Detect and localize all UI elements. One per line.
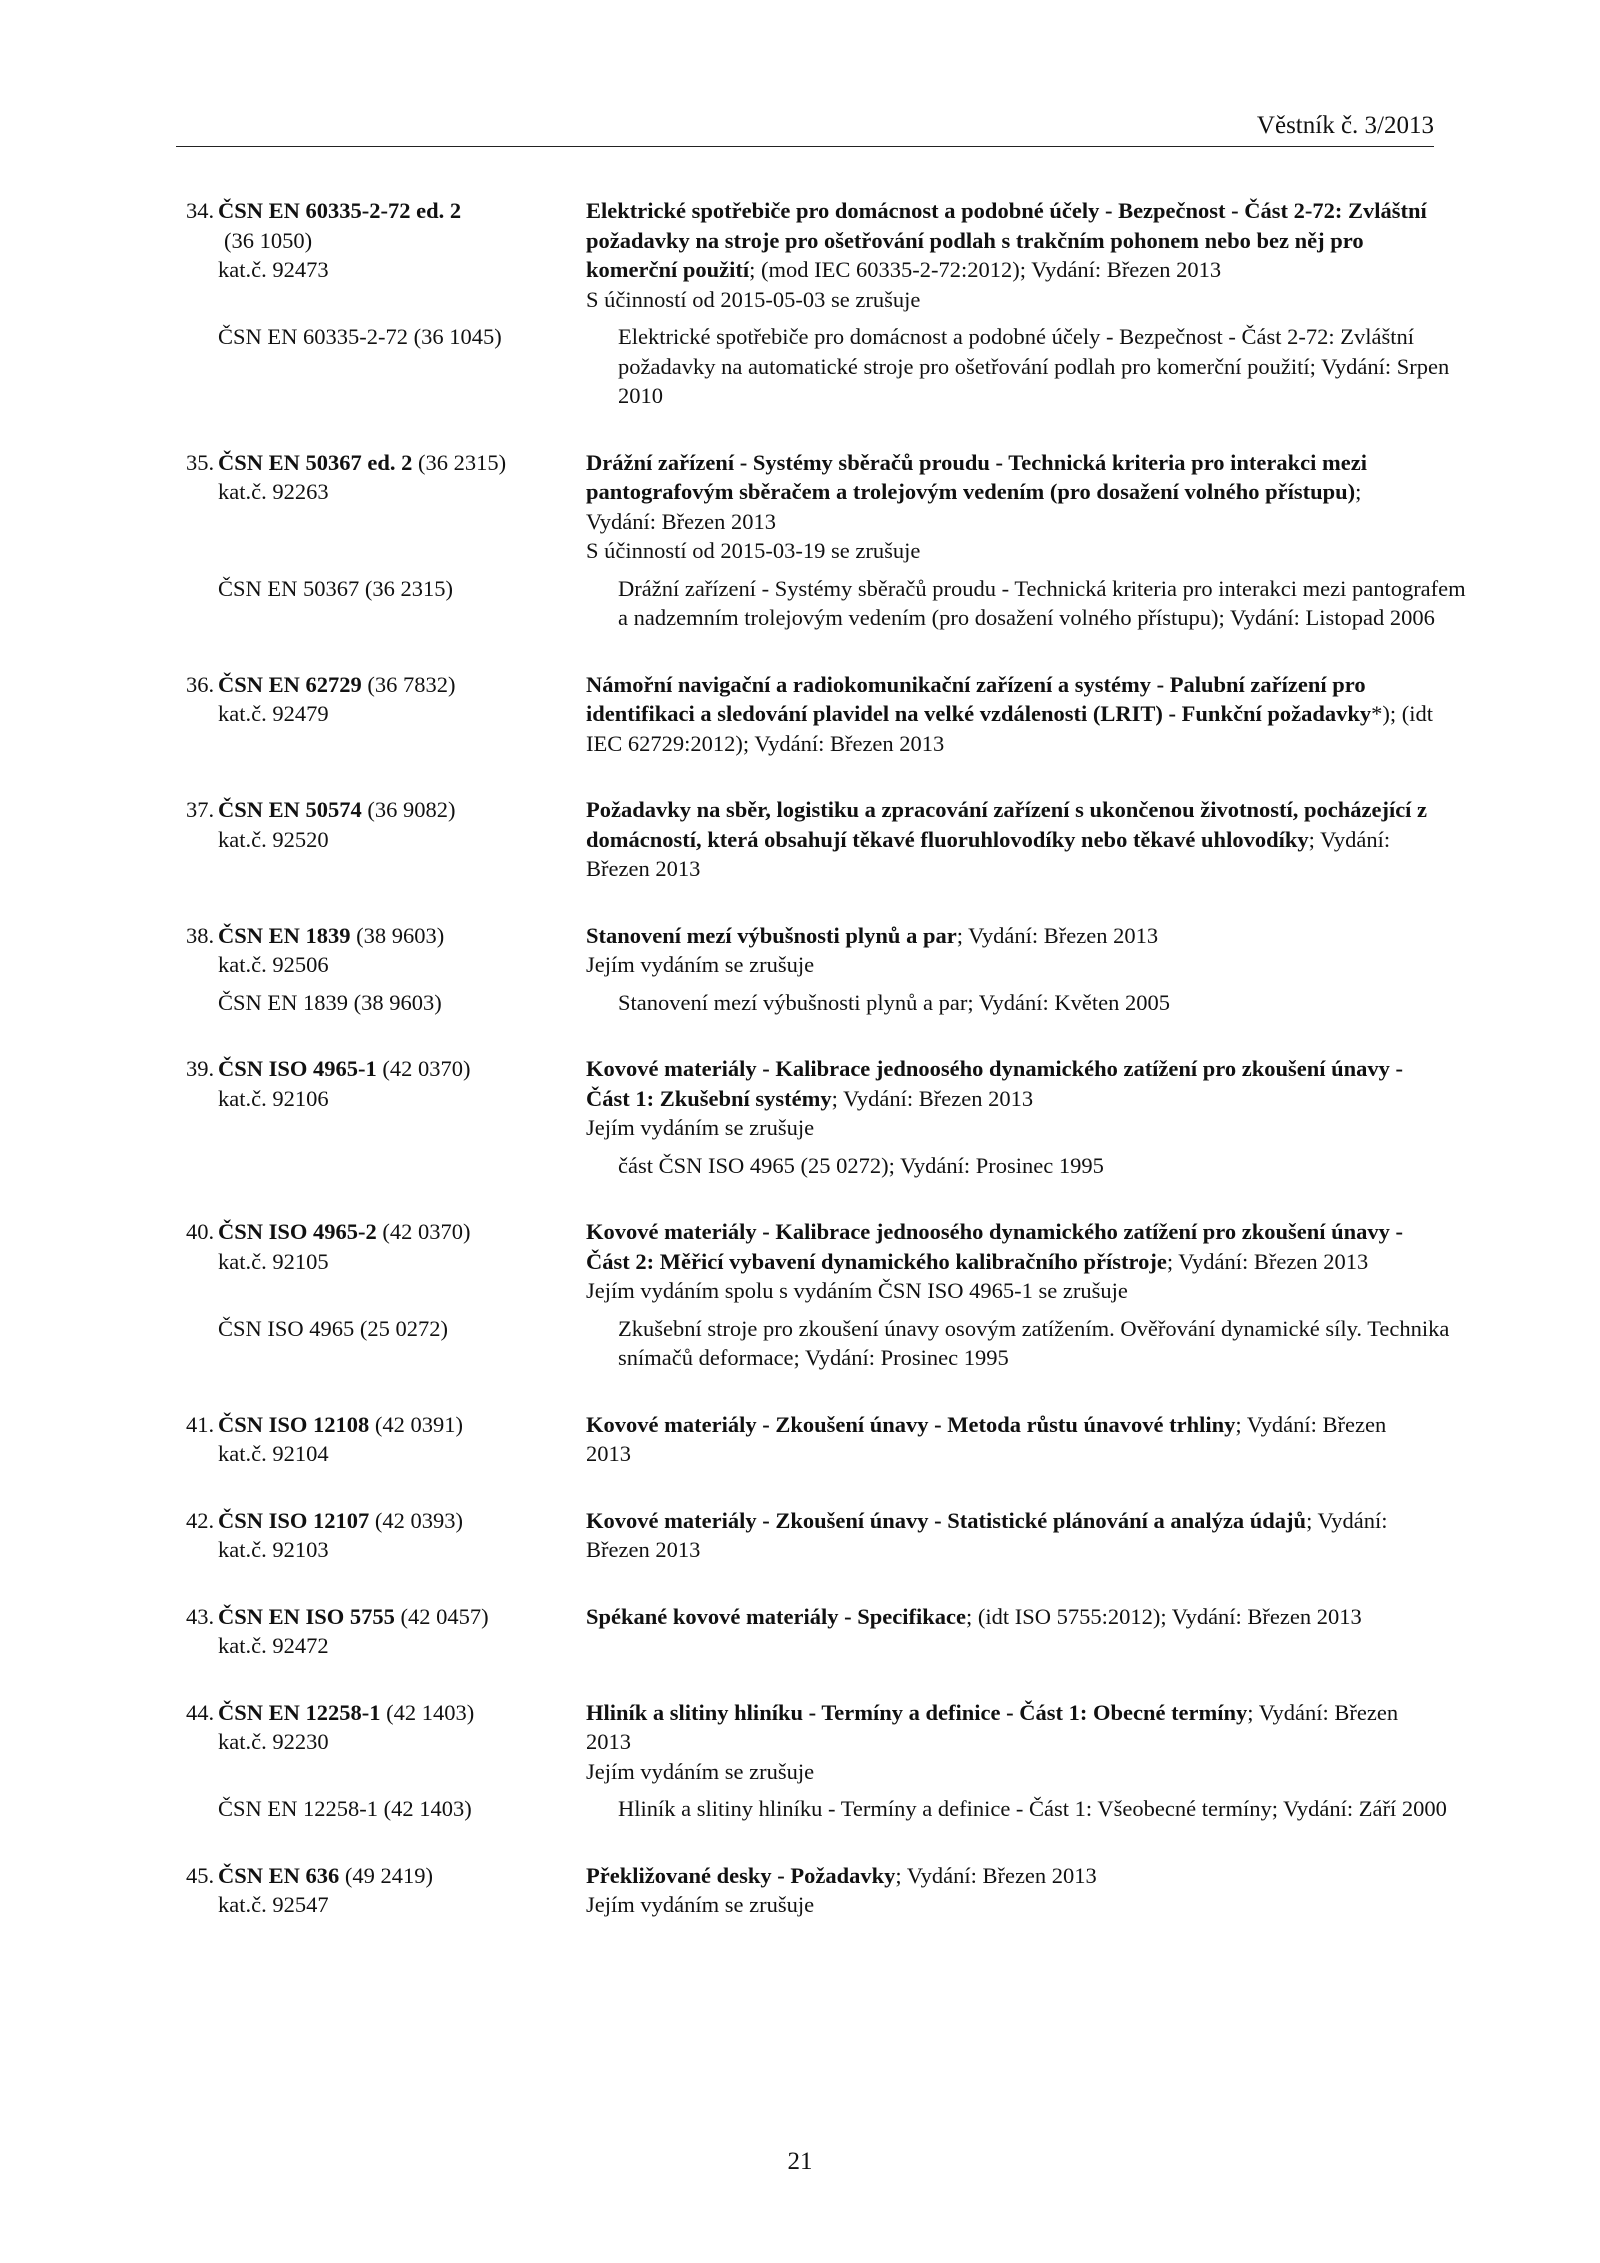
edition-info: ; Vydání: Březen 2013 [956, 922, 1159, 948]
entry-description [586, 196, 1436, 314]
class-code: (36 1050) [224, 227, 313, 253]
entry-number: 45. [186, 1862, 215, 1888]
class-code: (42 1403) [386, 1699, 475, 1725]
standard-prefix: ČSN EN [218, 671, 300, 697]
catalog-number: kat.č. 92473 [218, 257, 329, 282]
entry-description [586, 1217, 1436, 1306]
entry-main-row [186, 1861, 1436, 1920]
withdrawal-note: Jejím vydáním se zrušuje [586, 1892, 815, 1917]
edition-info: ; Vydání: Březen 2013 [586, 826, 1391, 881]
standard-title: Kovové materiály - Kalibrace jednoosého dynamického zatížení pro zkoušení únavy - Část 2: Měřicí vybavení dynamického kalibračního přístroje [586, 1219, 1404, 1274]
entry-number: 40. [186, 1219, 215, 1244]
replaced-standard-row [186, 988, 1436, 1018]
entry-description [586, 1054, 1436, 1143]
standard-code: 4965-1 [313, 1056, 377, 1081]
entry-description [586, 1698, 1436, 1787]
entry-main-row [186, 1602, 1436, 1661]
entry-identifiers [186, 448, 586, 566]
standard-prefix: ČSN EN [218, 449, 300, 475]
catalog-number: kat.č. 92230 [218, 1729, 329, 1754]
class-code: (42 0393) [374, 1507, 464, 1533]
replaced-standard-description: Drážní zařízení - Systémy sběračů proudu - Technická kriteria pro interakci mezi pantografem a nadzemním trolejovým vedením (pro dosažení volného přístupu); Vydání: Listopad 2006 [618, 575, 1466, 630]
entry-description [586, 670, 1436, 759]
replaced-standard-description: Hliník a slitiny hliníku - Termíny a definice - Část 1: Všeobecné termíny; Vydání: Září 2000 [618, 1796, 1447, 1821]
standard-entry [186, 1410, 1436, 1469]
entry-number: 35. [186, 449, 215, 475]
replaced-standard-code: ČSN EN 50367 (36 2315) [218, 575, 453, 601]
class-code: (38 9603) [356, 922, 445, 948]
replaced-standard-code: ČSN ISO 4965 (25 0272) [218, 1315, 449, 1341]
entry-identifiers [186, 795, 586, 884]
replaced-standard-code: ČSN EN 12258-1 (42 1403) [218, 1796, 472, 1821]
edition-info: ; (mod IEC 60335-2-72:2012); Vydání: Březen 2013 [749, 257, 1222, 282]
entry-main-row [186, 795, 1436, 884]
standard-code: 62729 [305, 671, 362, 697]
standard-prefix: ČSN EN [218, 1699, 300, 1725]
replaced-standard-row [186, 1314, 1450, 1373]
entry-identifiers [186, 1861, 586, 1920]
withdrawal-note: S účinností od 2015-03-19 se zrušuje [586, 538, 921, 563]
entry-main-row [186, 196, 1436, 314]
class-code: (42 0370) [382, 1056, 471, 1081]
catalog-number: kat.č. 92547 [218, 1892, 329, 1917]
edition-info: ; Vydání: Březen 2013 [586, 479, 1362, 534]
standard-entry [186, 1506, 1436, 1565]
standard-entry [186, 1861, 1436, 1920]
standard-entry [186, 448, 1466, 633]
entry-description [586, 1602, 1436, 1661]
standard-prefix: ČSN EN [218, 797, 300, 822]
standards-list [186, 196, 1466, 1957]
entry-main-row [186, 1054, 1436, 1143]
standard-code: 5755 [349, 1603, 395, 1629]
edition-info: ; Vydání: Březen 2013 [586, 1699, 1399, 1754]
class-code: (36 2315) [418, 449, 507, 475]
standard-code: 4965-2 [313, 1219, 377, 1244]
standard-prefix: ČSN EN [218, 198, 300, 223]
entry-main-row [186, 1698, 1436, 1787]
entry-number: 37. [186, 797, 215, 822]
entry-number: 43. [186, 1603, 215, 1629]
entry-number: 34. [186, 198, 215, 223]
replaced-standard-description: Stanovení mezí výbušnosti plynů a par; Vydání: Květen 2005 [618, 989, 1171, 1015]
standard-entry [186, 921, 1436, 1018]
standard-entry [186, 1217, 1450, 1373]
standard-title: Hliník a slitiny hliníku - Termíny a definice - Část 1: Obecné termíny [586, 1699, 1248, 1725]
entry-number: 36. [186, 671, 215, 697]
standard-prefix: ČSN ISO [218, 1507, 308, 1533]
edition-info: *); (idt IEC 62729:2012); Vydání: Březen 2013 [586, 701, 1433, 756]
replaced-standard-row [186, 1794, 1447, 1824]
standard-entry [186, 1602, 1436, 1661]
entry-description [586, 1506, 1436, 1565]
catalog-number: kat.č. 92479 [218, 701, 329, 726]
edition-info: ; (idt ISO 5755:2012); Vydání: Březen 2013 [965, 1603, 1362, 1629]
standard-code: 12108 [313, 1411, 370, 1437]
standard-entry [186, 670, 1436, 759]
standard-code: 50367 ed. 2 [305, 449, 413, 475]
entry-identifiers [186, 1506, 586, 1565]
replaced-standard-row [186, 574, 1466, 633]
standard-prefix: ČSN EN [218, 1862, 300, 1888]
catalog-number: kat.č. 92106 [218, 1085, 329, 1111]
catalog-number: kat.č. 92105 [218, 1248, 329, 1274]
withdrawal-note: Jejím vydáním se zrušuje [586, 1758, 815, 1784]
entry-identifiers [186, 1054, 586, 1143]
standard-title: Stanovení mezí výbušnosti plynů a par [586, 922, 957, 948]
entry-number: 41. [186, 1411, 215, 1437]
entry-main-row [186, 670, 1436, 759]
replaced-standard-code: ČSN EN 1839 (38 9603) [218, 989, 442, 1015]
standard-title: Kovové materiály - Zkoušení únavy - Statistické plánování a analýza údajů [586, 1507, 1307, 1533]
catalog-number: kat.č. 92506 [218, 952, 329, 977]
class-code: (42 0391) [374, 1411, 464, 1437]
standard-prefix: ČSN EN ISO [218, 1603, 345, 1629]
entry-description [586, 1861, 1436, 1920]
entry-identifiers [186, 670, 586, 759]
entry-main-row [186, 1217, 1436, 1306]
standard-entry [186, 795, 1436, 884]
entry-identifiers [186, 196, 586, 314]
standard-code: 636 [305, 1862, 340, 1888]
class-code: (42 0457) [400, 1603, 489, 1629]
page-header [176, 112, 1434, 147]
entry-main-row [186, 1506, 1436, 1565]
entry-identifiers [186, 1217, 586, 1306]
catalog-number: kat.č. 92103 [218, 1537, 329, 1562]
standard-code: 12107 [313, 1507, 370, 1533]
standard-entry [186, 196, 1450, 411]
entry-description [586, 921, 1436, 980]
entry-number: 39. [186, 1056, 215, 1081]
replaced-standard-row [186, 1151, 1436, 1181]
standard-title: Drážní zařízení - Systémy sběračů proudu - Technická kriteria pro interakci mezi pantografovým sběračem a trolejovým vedením (pro dosažení volného přístupu) [586, 449, 1367, 504]
standard-title: Spékané kovové materiály - Specifikace [586, 1603, 966, 1629]
standard-title: Elektrické spotřebiče pro domácnost a podobné účely - Bezpečnost - Část 2-72: Zvláštní požadavky na stroje pro ošetřování podlah s trakčním pohonem nebo bez něj pro komerční použití [586, 198, 1427, 282]
entry-number: 42. [186, 1507, 215, 1533]
catalog-number: kat.č. 92520 [218, 826, 329, 852]
entry-identifiers [186, 1602, 586, 1661]
standard-title: Požadavky na sběr, logistiku a zpracování zařízení s ukončenou životností, pocházející z domácností, která obsahují těkavé fluoruhlovodíky nebo těkavé uhlovodíky [586, 797, 1428, 852]
entry-identifiers [186, 1698, 586, 1787]
entry-description [586, 448, 1436, 566]
edition-info: ; Vydání: Březen 2013 [895, 1862, 1097, 1888]
replaced-standard-code [186, 1151, 618, 1181]
entry-main-row [186, 1410, 1436, 1469]
withdrawal-note: Jejím vydáním se zrušuje [586, 952, 815, 977]
replaced-standard-description: Elektrické spotřebiče pro domácnost a podobné účely - Bezpečnost - Část 2-72: Zvláštní požadavky na automatické stroje pro ošetřování podlah pro komerční použití; Vydání: Srpen 2010 [618, 324, 1450, 408]
standard-prefix: ČSN ISO [218, 1219, 308, 1244]
class-code: (36 7832) [367, 671, 456, 697]
replaced-standard-code: ČSN EN 60335-2-72 (36 1045) [218, 324, 502, 349]
journal-title: Věstník č. 3/2013 [1256, 112, 1434, 139]
standard-code: 50574 [305, 797, 362, 822]
class-code: (42 0370) [382, 1219, 471, 1244]
edition-info: ; Vydání: Březen 2013 [586, 1507, 1388, 1562]
replaced-standard-row [186, 322, 1450, 411]
entry-main-row [186, 448, 1436, 566]
entry-number: 44. [186, 1699, 215, 1725]
catalog-number: kat.č. 92104 [218, 1441, 329, 1466]
class-code: (49 2419) [344, 1862, 434, 1888]
standard-prefix: ČSN ISO [218, 1411, 308, 1437]
page-number: 21 [787, 2148, 813, 2175]
entry-description [586, 795, 1436, 884]
catalog-number: kat.č. 92263 [218, 479, 329, 504]
withdrawal-note: Jejím vydáním spolu s vydáním ČSN ISO 4965-1 se zrušuje [586, 1278, 1128, 1303]
withdrawal-note: Jejím vydáním se zrušuje [586, 1115, 815, 1140]
entry-number: 38. [186, 922, 215, 948]
standard-code: 12258-1 [305, 1699, 381, 1725]
standard-entry [186, 1698, 1447, 1824]
catalog-number: kat.č. 92472 [218, 1633, 329, 1658]
standard-prefix: ČSN ISO [218, 1056, 308, 1081]
standard-title: Kovové materiály - Kalibrace jednoosého dynamického zatížení pro zkoušení únavy - Část 1: Zkušební systémy [586, 1056, 1404, 1111]
entry-main-row [186, 921, 1436, 980]
standard-code: 60335-2-72 ed. 2 [305, 198, 462, 223]
standard-title: Námořní navigační a radiokomunikační zařízení a systémy - Palubní zařízení pro identifikaci a sledování plavidel na velké vzdálenosti (LRIT) - Funkční požadavky [586, 671, 1372, 726]
edition-info: ; Vydání: Březen 2013 [831, 1085, 1034, 1111]
edition-info: ; Vydání: Březen 2013 [586, 1411, 1387, 1466]
replaced-standard-description: Zkušební stroje pro zkoušení únavy osovým zatížením. Ověřování dynamické síly. Technika snímačů deformace; Vydání: Prosinec 1995 [618, 1315, 1450, 1370]
class-code: (36 9082) [367, 797, 456, 822]
standard-code: 1839 [305, 922, 351, 948]
standard-entry [186, 1054, 1436, 1180]
standard-prefix: ČSN EN [218, 922, 300, 948]
entry-identifiers [186, 1410, 586, 1469]
edition-info: ; Vydání: Březen 2013 [1166, 1248, 1369, 1274]
replaced-standard-description: část ČSN ISO 4965 (25 0272); Vydání: Prosinec 1995 [618, 1152, 1104, 1178]
entry-identifiers [186, 921, 586, 980]
entry-description [586, 1410, 1436, 1469]
standard-title: Kovové materiály - Zkoušení únavy - Metoda růstu únavové trhliny [586, 1411, 1236, 1437]
withdrawal-note: S účinností od 2015-05-03 se zrušuje [586, 286, 921, 312]
standard-title: Překližované desky - Požadavky [586, 1862, 896, 1888]
